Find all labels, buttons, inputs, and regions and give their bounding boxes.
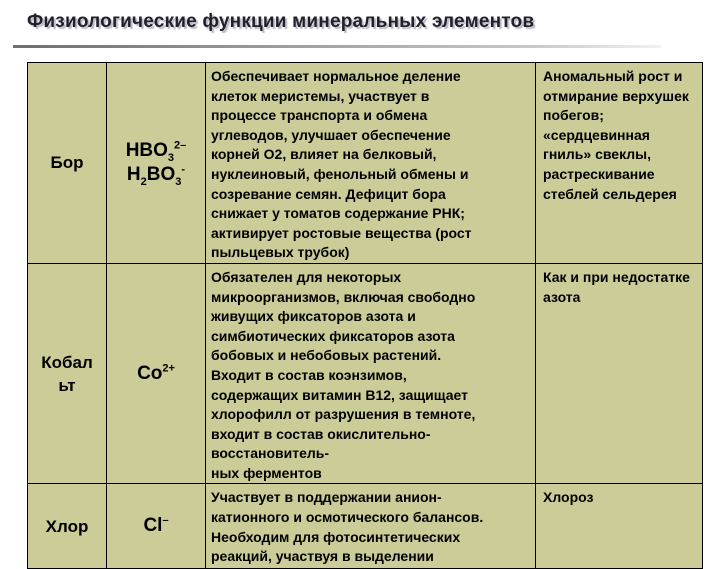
elements-table bbox=[27, 62, 703, 569]
function-line: созревание семян. Дефицит бора bbox=[211, 185, 446, 202]
function-line: нуклеиновый, фенольный обмены и bbox=[211, 165, 469, 182]
formula-line: $Co^{2+}$ bbox=[137, 362, 175, 384]
function-line: катионного и осмотического балансов. bbox=[211, 509, 484, 526]
table-row-boron bbox=[28, 63, 703, 264]
function-line: восстановитель- bbox=[211, 445, 330, 462]
table-row-chlorine bbox=[28, 484, 703, 569]
deficiency-line: «сердцевинная bbox=[543, 126, 650, 143]
element-name-cell bbox=[28, 263, 107, 484]
deficiency-line: Хлороз bbox=[543, 489, 594, 506]
table-row-cobalt bbox=[28, 263, 703, 484]
deficiency-line: стеблей сельдерея bbox=[543, 185, 677, 202]
formula-cell bbox=[107, 263, 206, 484]
function-line: хлорофилл от разрушения в темноте, bbox=[211, 406, 476, 423]
deficiency-line: Как и при недостатке bbox=[543, 268, 690, 285]
element-name-line: Кобал bbox=[41, 352, 93, 372]
function-line: Необходим для фотосинтетических bbox=[211, 528, 461, 545]
deficiency-line: Аномальный рост и bbox=[543, 68, 683, 84]
function-cell bbox=[206, 263, 536, 484]
formula-cell bbox=[107, 484, 206, 569]
deficiency-line: гниль» свеклы, bbox=[543, 146, 651, 163]
element-name-line: ьт bbox=[58, 375, 76, 395]
function-line: корней O2, влияет на белковый, bbox=[211, 146, 437, 163]
function-line: клеток меристемы, участвует в bbox=[211, 87, 430, 104]
deficiency-line: азота bbox=[543, 288, 581, 305]
function-line: Обязателен для некоторых bbox=[211, 268, 402, 285]
function-line: входит в состав окислительно- bbox=[211, 425, 431, 442]
element-name: Хлор bbox=[45, 516, 89, 536]
deficiency-line: отмирание верхушек bbox=[543, 87, 689, 104]
function-line: активирует ростовые вещества (рост bbox=[211, 224, 472, 241]
formula-line: $HBO_3^{2-}$ bbox=[125, 139, 187, 164]
function-line: реакций, участвуя в выделении bbox=[211, 548, 434, 565]
element-name-cell bbox=[28, 484, 107, 569]
function-line: снижает у томатов содержание РНК; bbox=[211, 205, 465, 222]
function-line: микроорганизмов, включая свободно bbox=[211, 288, 476, 305]
function-line: углеводов, улучшает обеспечение bbox=[211, 126, 451, 143]
deficiency-line: растрескивание bbox=[543, 165, 655, 182]
function-line: живущих фиксаторов азота и bbox=[211, 308, 416, 325]
element-name: Бор bbox=[50, 153, 84, 173]
function-cell bbox=[206, 484, 536, 569]
deficiency-cell bbox=[536, 484, 703, 569]
function-line: симбиотических фиксаторов азота bbox=[211, 327, 455, 344]
page-title: Физиологические функции минеральных элементов bbox=[27, 11, 535, 32]
function-line: ных ферментов bbox=[211, 464, 322, 481]
deficiency-cell bbox=[536, 263, 703, 484]
function-line: Участвует в поддержании анион- bbox=[211, 489, 442, 506]
function-line: бобовых и небобовых растений. bbox=[211, 347, 442, 364]
formula-line: Cl– bbox=[143, 515, 169, 537]
deficiency-line: побегов; bbox=[543, 107, 604, 124]
function-line: содержащих витамин B12, защищает bbox=[211, 386, 469, 403]
function-cell bbox=[206, 63, 536, 264]
title-underline bbox=[13, 45, 661, 48]
formula-line: $H_2BO_3^-$ bbox=[126, 163, 186, 188]
function-line: процессе транспорта и обмена bbox=[211, 107, 428, 124]
element-name-cell bbox=[28, 63, 107, 264]
function-line: Входит в состав коэнзимов, bbox=[211, 366, 407, 383]
formula-cell bbox=[107, 63, 206, 264]
deficiency-cell bbox=[536, 63, 703, 264]
function-line: Обеспечивает нормальное деление bbox=[211, 68, 461, 84]
function-line: пыльцевых трубок) bbox=[211, 244, 350, 261]
